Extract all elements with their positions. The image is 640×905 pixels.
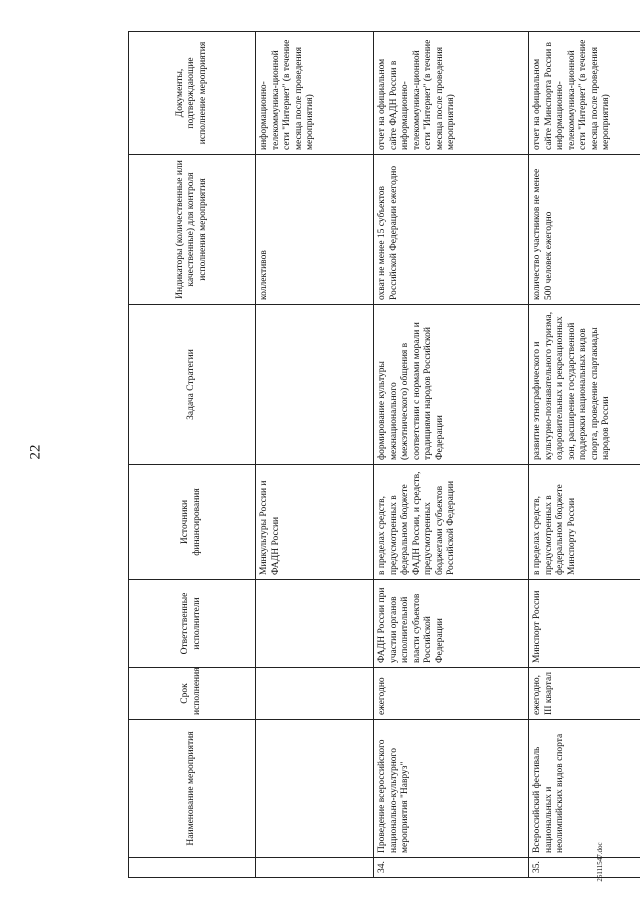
row-term: ежегодно bbox=[374, 668, 529, 720]
table-row bbox=[256, 32, 374, 878]
row-task: развитие этнографического и культурно-познавательного туризма, оздоровительных и рекреационных зон, расширение государственной поддержки национальных видов спорта, проведение спартакиады народов России bbox=[529, 305, 640, 465]
header-responsible: Ответственные исполнители bbox=[129, 580, 256, 668]
row-funding: Минкультуры России и ФАДН России bbox=[256, 465, 374, 580]
header-name: Наименование мероприятия bbox=[129, 720, 256, 858]
header-indicators: Индикаторы (количественные или качественные) для контроля исполнения мероприятия bbox=[129, 155, 256, 305]
row-funding: в пределах средств, предусмотренных в федеральном бюджете Минспорту России bbox=[529, 465, 640, 580]
row-term: ежегодно, III квартал bbox=[529, 668, 640, 720]
row-responsible bbox=[256, 580, 374, 668]
row-indicators: коллективов bbox=[256, 155, 374, 305]
row-responsible: ФАДН России при участии органов исполнительной власти субъектов Российской Федерации bbox=[374, 580, 529, 668]
table-header-row bbox=[129, 32, 256, 878]
header-funding: Источники финансирования bbox=[129, 465, 256, 580]
row-name: Всероссийский фестиваль национальных и неолимпийских видов спорта bbox=[529, 720, 640, 858]
page-number: 22 bbox=[27, 444, 44, 460]
row-documents: отчет на официальном сайте Минспорта России в информационно-телекоммуника-ционной сети "Интернет" (в течение месяца после проведения мероприятия) bbox=[529, 32, 640, 155]
document-code: 25111547.doc bbox=[596, 842, 604, 882]
row-responsible: Минспорт России bbox=[529, 580, 640, 668]
row-documents: отчет на официальном сайте ФАДН России в информационно-телекоммуника-ционной сети "Интернет" (в течение месяца после проведения мероприятия) bbox=[374, 32, 529, 155]
row-name bbox=[256, 720, 374, 858]
row-num: 35. bbox=[529, 858, 640, 878]
row-documents: информационно-телекоммуника-ционной сети "Интернет" (в течение месяца после проведения мероприятия) bbox=[256, 32, 374, 155]
row-task: формирование культуры межнационального (межэтнического) общения в соответствии с нормами морали и традициями народов Российской Федерации bbox=[374, 305, 529, 465]
row-name: Проведение всероссийского национально-культурного мероприятия "Навруз" bbox=[374, 720, 529, 858]
row-term bbox=[256, 668, 374, 720]
row-funding: в пределах средств, предусмотренных в федеральном бюджете ФАДН России, и средств, предусмотренных бюджетами субъектов Российской Федерации bbox=[374, 465, 529, 580]
row-indicators: охват не менее 15 субъектов Российской Федерации ежегодно bbox=[374, 155, 529, 305]
header-term: Срок исполнения bbox=[129, 668, 256, 720]
table-row bbox=[374, 32, 529, 878]
header-task: Задача Стратегии bbox=[129, 305, 256, 465]
row-task bbox=[256, 305, 374, 465]
table-row bbox=[529, 32, 640, 878]
row-num: 34. bbox=[374, 858, 529, 878]
row-num bbox=[256, 858, 374, 878]
header-documents: Документы, подтверждающие исполнение мероприятия bbox=[129, 32, 256, 155]
row-indicators: количество участников не менее 500 человек ежегодно bbox=[529, 155, 640, 305]
header-num bbox=[129, 858, 256, 878]
events-table bbox=[128, 31, 640, 878]
